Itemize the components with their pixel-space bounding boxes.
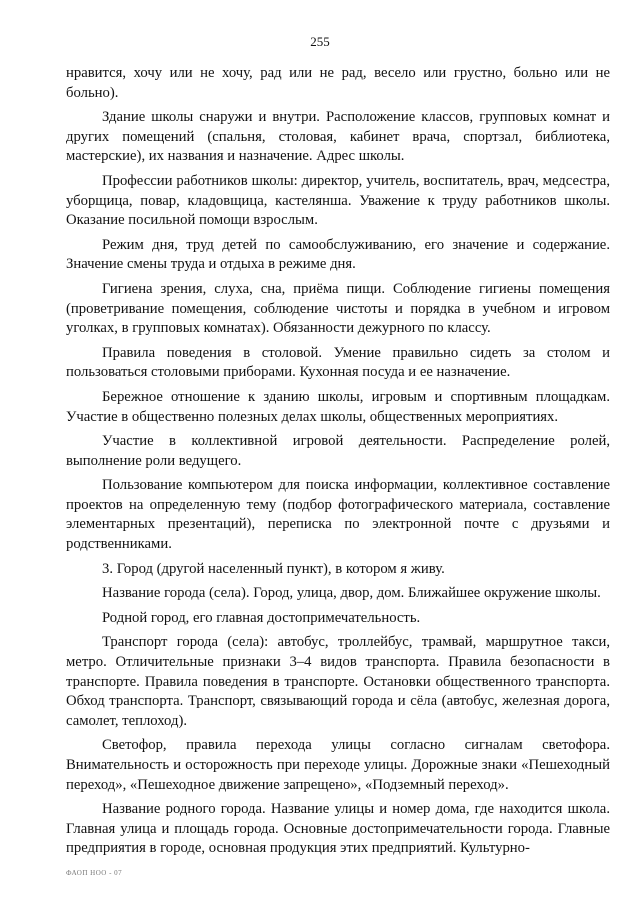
paragraph: 3. Город (другой населенный пункт), в котором я живу. — [102, 560, 445, 577]
paragraph: Транспорт города (села): автобус, троллейбус, трамвай, маршрутное такси, метро. Отличительные признаки 3–4 видов транспорта. Правила безопасности в транспорте. Правила поведения в транспорте. Остановки общественного транспорта. Обход транспорта. Транспорт, связывающий города и сёла (автобус, железная дорога, самолет, теплоход). — [66, 634, 610, 729]
paragraph: Пользование компьютером для поиска информации, коллективное составление проектов на определенную тему (подбор фотографического материала, составление элементарных презентаций), переписка по электронной почте с друзьями и родственниками. — [66, 477, 610, 553]
page-number: 255 — [310, 34, 330, 49]
paragraph: Бережное отношение к зданию школы, игровым и спортивным площадкам. Участие в общественно полезных делах школы, общественных мероприятиях. — [66, 388, 610, 425]
footer-code: ФАОП НОО - 07 — [66, 869, 123, 877]
paragraph: Родной город, его главная достопримечательность. — [102, 609, 421, 626]
paragraph: Гигиена зрения, слуха, сна, приёма пищи. Соблюдение гигиены помещения (проветривание помещения, соблюдение чистоты и порядка в учебном и игровом уголках, в групповых комнатах). Обязанности дежурного по классу. — [66, 280, 610, 337]
paragraph: Светофор, правила перехода улицы согласно сигналам светофора. Внимательность и осторожность при переходе улицы. Дорожные знаки «Пешеходный переход», «Пешеходное движение запрещено», «Подземный переход». — [66, 737, 610, 793]
paragraph: Режим дня, труд детей по самообслуживанию, его значение и содержание. Значение смены труда и отдыха в режиме дня. — [66, 236, 610, 273]
paragraph: Профессии работников школы: директор, учитель, воспитатель, врач, медсестра, уборщица, повар, кладовщица, кастелянша. Уважение к труду работников школы. Оказание посильной помощи взрослым. — [66, 172, 610, 229]
page-body — [66, 64, 610, 864]
paragraph: нравится, хочу или не хочу, рад или не рад, весело или грустно, больно или не больно). — [66, 65, 610, 101]
paragraph: Здание школы снаружи и внутри. Расположение классов, групповых комнат и других помещений (спальня, столовая, кабинет врача, спортзал, библиотека, мастерские), их названия и назначение. Адрес школы. — [66, 109, 610, 165]
paragraph: Название родного города. Название улицы и номер дома, где находится школа. Главная улица и площадь города. Основные достопримечательности города. Главные предприятия в городе, основная продукция этих предприятий. Культурно- — [66, 801, 610, 857]
paragraph: Участие в коллективной игровой деятельности. Распределение ролей, выполнение роли ведущего. — [66, 433, 610, 469]
paragraph: Название города (села). Город, улица, двор, дом. Ближайшее окружение школы. — [102, 585, 601, 602]
paragraph: Правила поведения в столовой. Умение правильно сидеть за столом и пользоваться столовыми приборами. Кухонная посуда и ее назначение. — [66, 344, 610, 381]
